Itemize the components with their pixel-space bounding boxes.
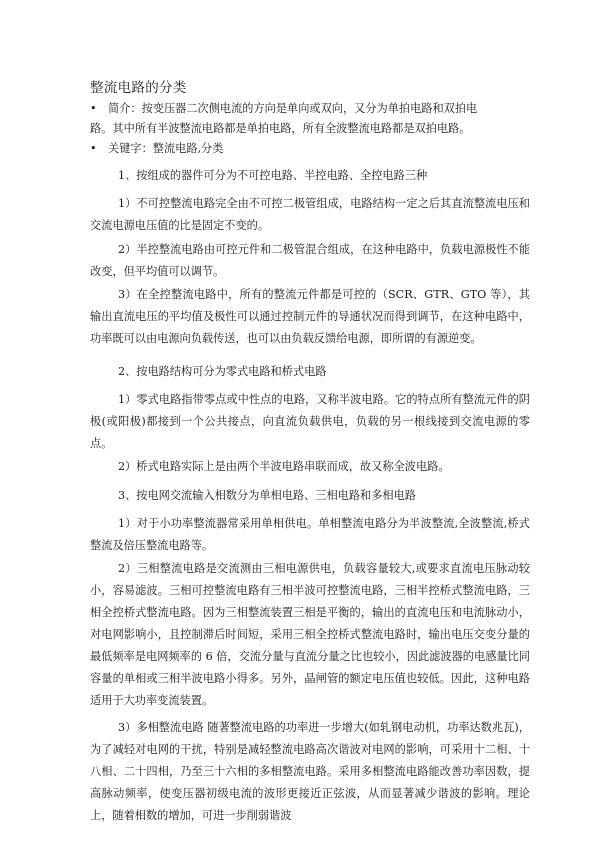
paragraph: 1）不可控整流电路完全由不可控二极管组成，电路结构一定之后其直流整流电压和交流电源电压值的比是固定不变的。 <box>90 197 530 232</box>
section-heading-3: 3、按电网交流输入相数分为单相电路、三相电路和多相电路 <box>118 489 416 502</box>
paragraph: 1）对于小功率整流器常采用单相供电。单相整流电路分为半波整流,全波整流,桥式整流及倍压整流电路等。 <box>90 517 530 552</box>
section-heading-1: 1、按组成的器件可分为不可控电路、半控电路、全控电路三种 <box>118 169 428 182</box>
paragraph: 1）零式电路指带零点或中性点的电路，又称半波电路。它的特点所有整流元件的阴极(或阳极)都接到一个公共接点，向直流负载供电，负载的另一根线接到交流电源的零点。 <box>90 393 530 450</box>
paragraph: 2）三相整流电路是交流测由三相电源供电，负载容量较大,或要求直流电压脉动较小，容易滤波。三相可控整流电路有三相半波可控整流电路，三相半控桥式整流电路，三相全控桥式整流电路。因为三相整流装置三相是平衡的，输出的直流电压和电流脉动小，对电网影响小，且控制滞后时间短，采用三相全控桥式整流电路时，输出电压交变分量的最低频率是电网频率的 6 倍，交流分量与直流分量之比也较小，因此滤波器的电感量比同容量的单相或三相半波电路小得多。另外，晶闸管的额定电压值也较低。因此，这种电路适用于大功率变流装置。 <box>90 562 530 707</box>
bullet-dot-icon: • <box>90 142 97 155</box>
summary-line-1: 简介：按变压器二次侧电流的方向是单向或双向，又分为单拍电路和双拍电 <box>108 102 478 115</box>
summary-line-2: 路。其中所有半波整流电路都是单拍电路，所有全波整流电路都是双拍电路。 <box>90 122 471 135</box>
paragraph: 3）多相整流电路 随著整流电路的功率进一步增大(如轧钢电动机，功率达数兆瓦)，为了减轻对电网的干扰，特别是减轻整流电路高次谐波对电网的影响，可采用十二相、十八相、二十四相，乃至三十六相的多相整流电路。采用多相整流电路能改善功率因数，提高脉动频率，使变压器初级电流的波形更接近正弦波，从而显著减少谐波的影响。理论上，随着相数的增加，可进一步削弱谐波 <box>90 721 530 822</box>
paragraph: 2）半控整流电路由可控元件和二极管混合组成，在这种电路中，负载电源极性不能改变，但平均值可以调节。 <box>90 243 530 278</box>
keywords-text: 关键字：整流电路,分类 <box>108 142 224 155</box>
keywords-bullet <box>90 139 530 159</box>
document-title: 整流电路的分类 <box>90 80 187 96</box>
section-heading-2: 2、按电路结构可分为零式电路和桥式电路 <box>118 365 327 378</box>
bullet-dot-icon: • <box>90 102 97 115</box>
paragraph: 3）在全控整流电路中，所有的整流元件都是可控的（SCR、GTR、GTO 等），其输出直流电压的平均值及极性可以通过控制元件的导通状况而得到调节，在这种电路中，功率既可以由电源向负载传送，也可以由负载反馈给电源，即所谓的有源逆变。 <box>90 288 530 345</box>
paragraph: 2）桥式电路实际上是由两个半波电路串联而成，故又称全波电路。 <box>118 460 450 473</box>
summary-bullet <box>90 99 530 119</box>
